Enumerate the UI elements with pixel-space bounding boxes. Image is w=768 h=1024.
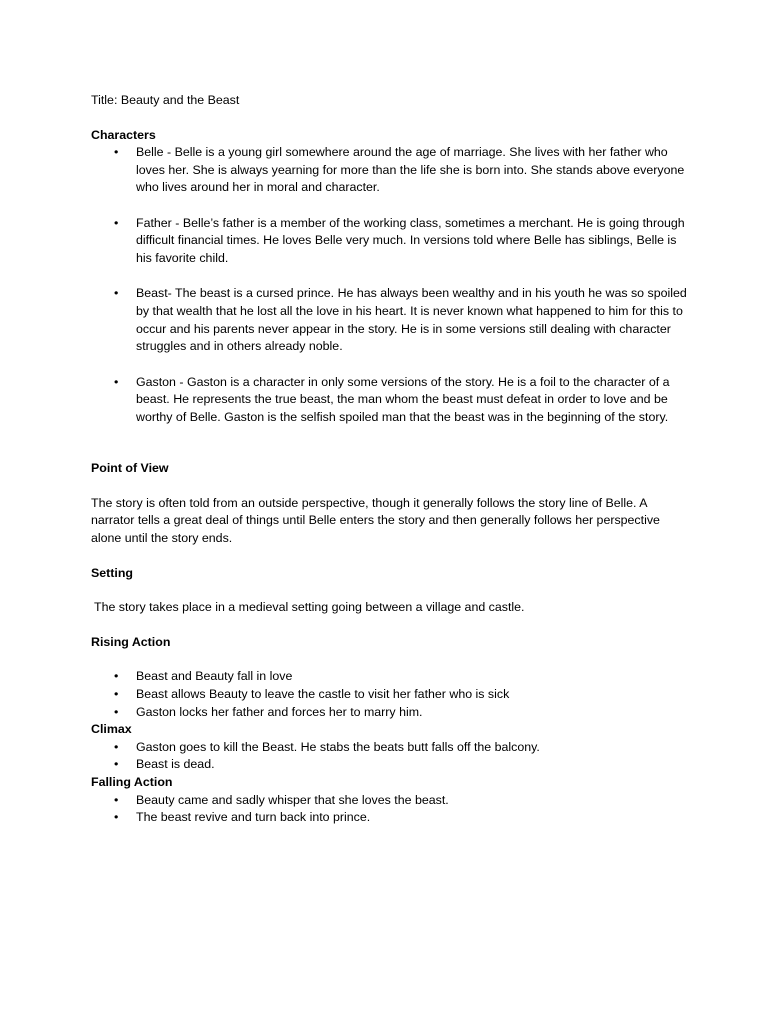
rising-action-list — [91, 668, 691, 721]
list-item: • Beauty came and sadly whisper that she loves the beast. — [91, 792, 691, 810]
climax-heading: Climax — [91, 722, 132, 737]
characters-list — [91, 144, 691, 426]
characters-heading: Characters — [91, 127, 156, 142]
list-item: • Beast is dead. — [91, 756, 691, 774]
document-page — [91, 92, 691, 827]
list-item: • Gaston - Gaston is a character in only some versions of the story. He is a foil to the character of a beast. He represents the true beast, the man whom the beast must defeat in order to love and be worthy of Belle. Gaston is the selfish spoiled man that the beast was in the beginning of the story. — [91, 374, 691, 427]
list-item: • Beast allows Beauty to leave the castle to visit her father who is sick — [91, 686, 691, 704]
list-item: • Belle - Belle is a young girl somewhere around the age of marriage. She lives with her father who loves her. She is always yearning for more than the life she is born into. She stands above everyone who lives around her in moral and character. — [91, 144, 691, 197]
list-item: • Gaston goes to kill the Beast. He stabs the beats butt falls off the balcony. — [91, 739, 691, 757]
list-item: • Beast and Beauty fall in love — [91, 668, 691, 686]
point-of-view-text: The story is often told from an outside perspective, though it generally follows the story line of Belle. A narrator tells a great deal of things until Belle enters the story and then generally follows her perspective alone until the story ends. — [91, 495, 660, 546]
falling-action-heading: Falling Action — [91, 775, 173, 790]
list-item: • Beast- The beast is a cursed prince. He has always been wealthy and in his youth he was so spoiled by that wealth that he lost all the love in his heart. It is never known what happened to him for this to occur and his parents never appear in the story. He is in some versions still dealing with character struggles and in others already noble. — [91, 285, 691, 355]
list-item: • Gaston locks her father and forces her to marry him. — [91, 704, 691, 722]
setting-heading: Setting — [91, 565, 133, 580]
point-of-view-heading: Point of View — [91, 461, 169, 476]
list-item: • Father - Belle’s father is a member of the working class, sometimes a merchant. He is going through difficult financial times. He loves Belle very much. In versions told where Belle has siblings, Belle is his favorite child. — [91, 215, 691, 268]
falling-action-list — [91, 792, 691, 827]
climax-list — [91, 739, 691, 774]
rising-action-heading: Rising Action — [91, 634, 171, 649]
list-item: • The beast revive and turn back into prince. — [91, 809, 691, 827]
setting-text: The story takes place in a medieval setting going between a village and castle. — [94, 600, 525, 615]
document-title: Title: Beauty and the Beast — [91, 93, 240, 107]
